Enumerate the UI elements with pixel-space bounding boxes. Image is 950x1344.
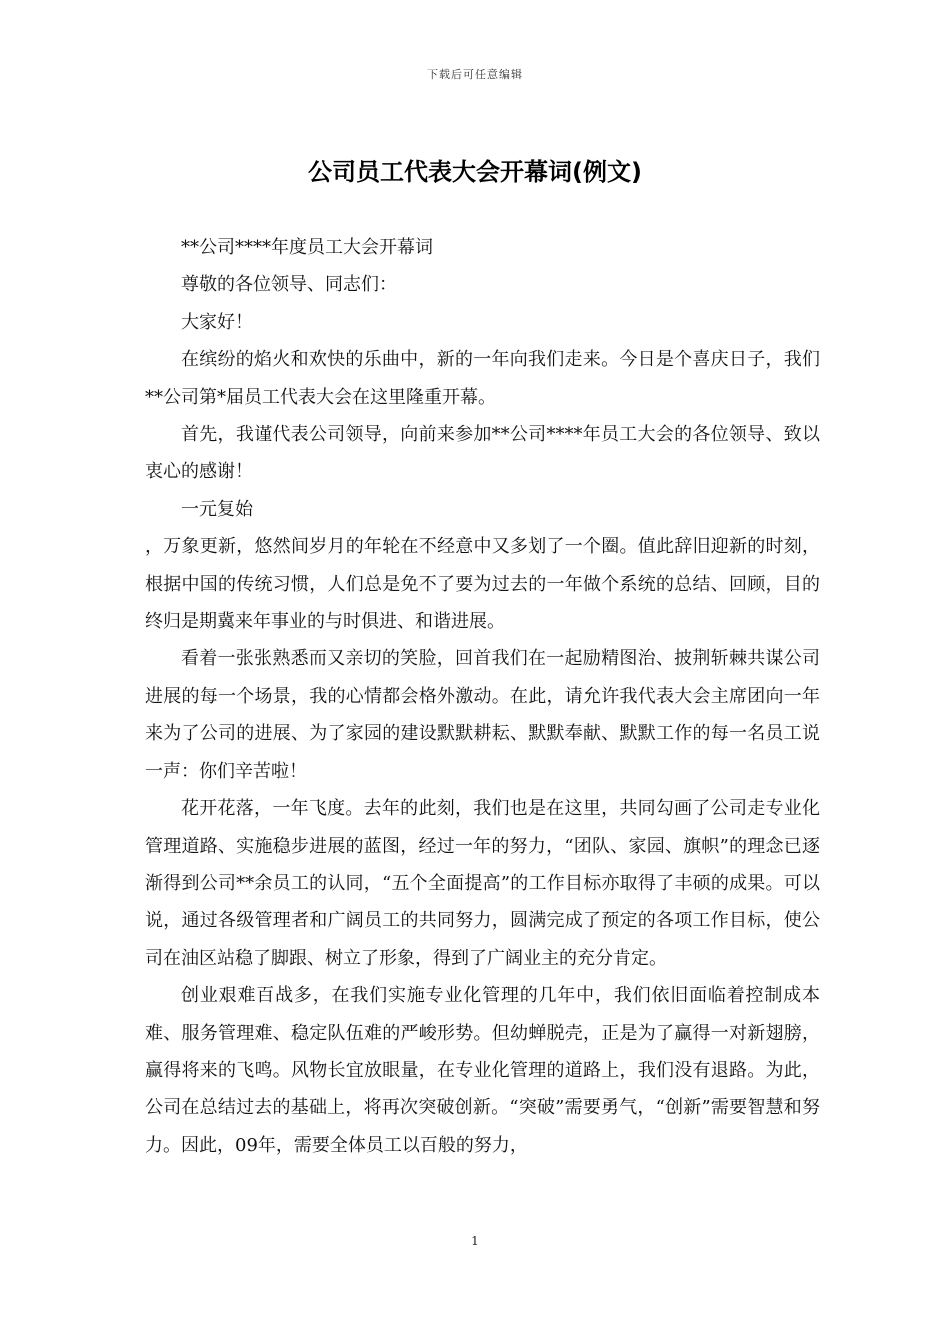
document-body (145, 229, 820, 1164)
paragraph-salutation: 尊敬的各位领导、同志们： (181, 274, 397, 296)
document-title: 公司员工代表大会开幕词(例文) (308, 158, 642, 186)
paragraph: 看着一张张熟悉而又亲切的笑脸，回首我们在一起励精图治、披荆斩棘共谋公司进展的每一个场景，我的心情都会格外激动。在此，请允许我代表大会主席团向一年来为了公司的进展、为了家园的建设默默耕耘、默默奉献、默默工作的每一名员工说一声：你们辛苦啦！ (145, 648, 820, 782)
paragraph-subtitle: **公司****年度员工大会开幕词 (181, 237, 433, 258)
paragraph: 首先，我谨代表公司领导，向前来参加**公司****年员工大会的各位领导、致以衷心的感谢！ (145, 424, 820, 483)
page-header-note: 下载后可任意编辑 (427, 68, 523, 81)
paragraph-greeting: 大家好！ (181, 311, 253, 333)
paragraph: 花开花落，一年飞度。去年的此刻，我们也是在这里，共同勾画了公司走专业化管理道路、实施稳步进展的蓝图，经过一年的努力，“团队、家园、旗帜”的理念已逐渐得到公司**余员工的认同，“五个全面提高”的工作目标亦取得了丰硕的成果。可以说，通过各级管理者和广阔员工的共同努力，圆满完成了预定的各项工作目标，使公司在油区站稳了脚跟、树立了形象，得到了广阔业主的充分肯定。 (145, 798, 820, 969)
paragraph: 在缤纷的焰火和欢快的乐曲中，新的一年向我们走来。今日是个喜庆日子，我们**公司第*届员工代表大会在这里隆重开幕。 (145, 349, 820, 408)
paragraph: 一元复始 (181, 498, 253, 520)
paragraph: ，万象更新，悠然间岁月的年轮在不经意中又多划了一个圈。值此辞旧迎新的时刻，根据中国的传统习惯，人们总是免不了要为过去的一年做个系统的总结、回顾，目的终归是期冀来年事业的与时俱进、和谐进展。 (145, 536, 820, 633)
page-number: 1 (471, 1234, 479, 1248)
paragraph: 创业艰难百战多，在我们实施专业化管理的几年中，我们依旧面临着控制成本难、服务管理难、稳定队伍难的严峻形势。但幼蝉脱壳，正是为了赢得一对新翅膀，赢得将来的飞鸣。风物长宜放眼量，在专业化管理的道路上，我们没有退路。为此，公司在总结过去的基础上，将再次突破创新。“突破”需要勇气，“创新”需要智慧和努力。因此，09年，需要全体员工以百般的努力， (145, 985, 820, 1156)
